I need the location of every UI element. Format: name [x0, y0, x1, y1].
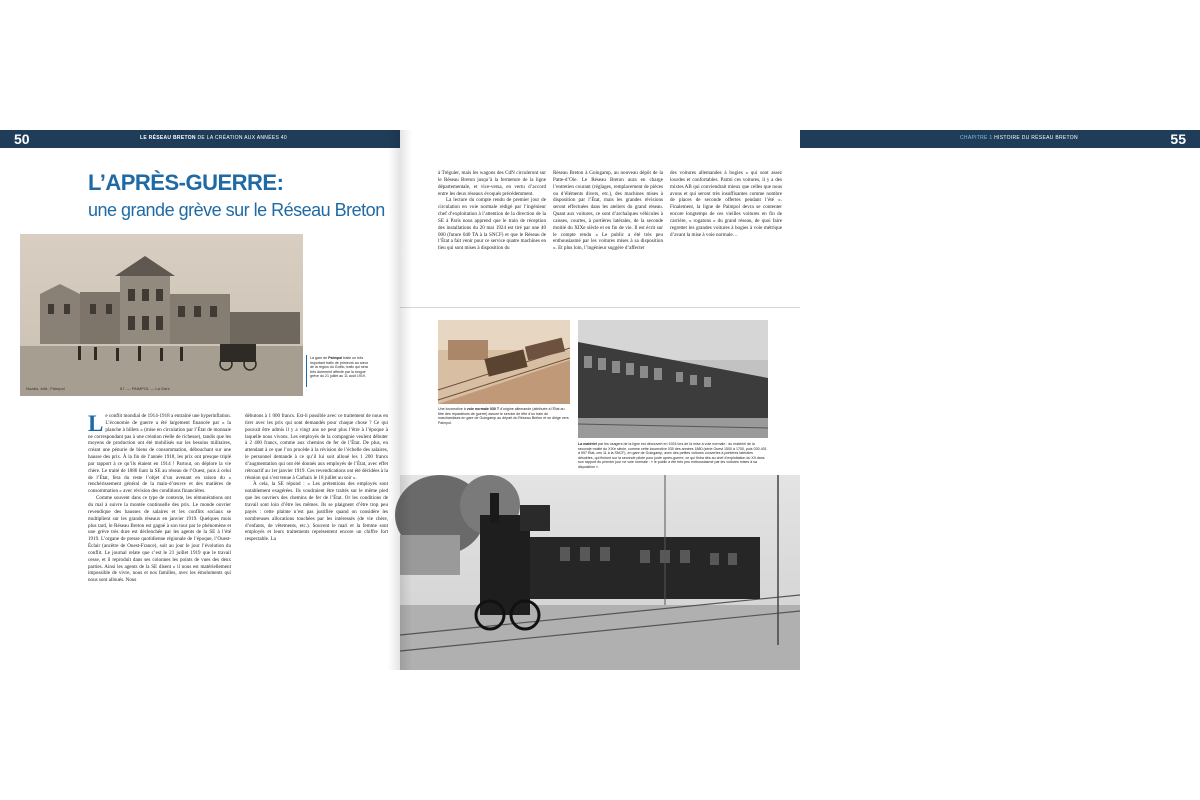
section-divider	[400, 307, 800, 308]
right-page-number: 55	[1170, 131, 1186, 147]
carriages-photo	[578, 320, 768, 438]
caption-bold: La matériel	[578, 442, 597, 446]
caption-accent-line	[306, 355, 307, 387]
left-running-head	[140, 135, 287, 141]
caption-rest: d’origine allemande (attribuée à l’État au titre des réparations de guerre) assure le service de tête d’un train de marchandises en gare de Guingamp au départ du Réseau Breton et se dirige vers Paimpol.	[438, 407, 569, 425]
carriages-caption-box	[578, 442, 768, 472]
running-head-series: LE RÉSEAU BRETON	[140, 135, 196, 141]
paragraph: des voitures allemandes à bogies « qui sont assez lourdes et confortables. Parmi ces voitures, il y a des mixtes AB qui conviendrait mieux que celles que nous avons et qui seront très insuffisantes comme nombre de places de seconde offertes pendant l’été ». Finalement, la ligne de Paimpol devra se contenter encore longtemps de ces vieilles voitures en fin de carrière, « rogatons » du grand réseau, de quoi faire regretter les grandes voitures à bogies à voie métrique d’avant la mise à voie normale…	[670, 170, 782, 238]
left-page	[0, 130, 400, 670]
loco-postcard-photo	[438, 320, 570, 404]
postcard-publisher-text: Nozais, édit., Paimpol	[26, 386, 65, 391]
right-page	[400, 130, 1186, 670]
station-postcard-photo	[20, 234, 303, 396]
paragraph: Comme souvent dans ce type de contexte, les rémunérations ont du mal à suivre la montée continuelle des prix. Le monde ouvrier revendique des hausses de salaires et les conflits sociaux se multiplient sur les grands réseaux en janvier 1919. Quelques mois plus tard, le Réseau Breton est gagné à son tour par le phénomène et une grève très dure est déclenchée par les agents de la SE à l’été 1919. L’organe de presse quotidienne régionale de l’époque, l’Ouest-Éclair (ancêtre de Ouest-France), suit au jour le jour l’évolution du conflit. Le journal relate que c’est le 21 juillet 1919 que le travail cesse, et il reproduit dans ses colonnes les points de vues des deux parties. Ainsi les agents de la SE disent « il nous est matériellement impossible de vivre, nous et nos familles, avec les émoluments qui nous sont alloués. Nous	[88, 495, 231, 584]
carriages-photo-caption	[578, 442, 768, 470]
right-running-head	[960, 135, 1078, 141]
magazine-spread	[0, 130, 1186, 670]
postcard-caption-text: 87. — PAIMPOL — La Gare	[120, 386, 170, 391]
right-header-bar	[800, 130, 1200, 148]
left-text-column-1	[88, 413, 231, 665]
caption-prefix: La gare de	[310, 356, 329, 360]
caption-bold: Paimpol	[328, 356, 343, 360]
running-head-chapter-title: HISTOIRE DU RÉSEAU BRETON	[992, 135, 1078, 141]
paragraph: À cela, la SE répond : « Les prétentions des employés sont notablement exagérées. Ils voudraient être traités sur le même pied que les ouvriers des chemins de fer de l’État. Or les conditions de travail sont loin d’être les mêmes. Ils se plaignent d’être trop peu payés : cette plainte n’est pas justifiée quand on considère les nombreuses allocations touchées par les intéressés (de vie chère, d’enfants, de vêtements, etc.). Souvent le mari et la femme sont employés et leurs traitements représentent encore un chiffre fort respectable. La	[245, 481, 388, 543]
paragraph: débutons à 1 000 francs. Est-il possible avec ce traitement de nous en tirer avec les prix qui sont demandés pour chaque chose ? Ce qui pouvait être admis il y a vingt ans ne peut plus l’être à l’époque à laquelle nous vivons. Les employés de la compagnie veulent débuter à 2 400 francs, comme aux chemins de fer de l’État. De plus, en attendant à ce que l’on procède à la révision de l’échelle des salaires, le personnel demande à ce qu’il lui soit alloué les 1 200 francs d’augmentation qui ont été donnés aux employés de l’État, avec effet rétroactif au 1er janvier 1919. Ces revendications ont été décidées à la réunion qui s’est tenue à Carhaix le 18 juillet au soir ».	[245, 413, 388, 481]
running-head-chapter: CHAPITRE 1	[960, 135, 993, 141]
caption-bold: voie normale 030 T	[466, 407, 500, 411]
loco-postcard-caption	[438, 407, 570, 425]
paragraph: La lecture du compte rendu de premier jour de circulation en voie normale rédigé par l’ingénieur chef d’exploitation à l’attention de la direction de la SE à Paris nous apprend que le train de réception des installations du 20 mai 1924 est tiré par une 40 000 (future 040 TA à la SNCF) et que le Réseau de l’État a fait venir pour ce service quatre machines en lieu qui sont mises à disposition du	[438, 197, 546, 252]
caption-prefix: Une locomotive à	[438, 407, 467, 411]
article-subtitle: une grande grève sur le Réseau Breton	[88, 200, 385, 220]
right-text-column-3	[670, 170, 782, 335]
station-photo-caption	[310, 356, 370, 379]
book-gutter	[388, 130, 412, 670]
left-text-column-2	[245, 413, 388, 665]
drop-cap: L	[88, 411, 104, 436]
left-page-number: 50	[14, 131, 30, 147]
paragraph: à Tréguier, mais les wagons des CdN circuleront sur le Réseau Breton jusqu’à la fermeture de la ligne départementale, et vice-versa, en vertu d’accord entre les deux réseaux évoqués précédemment.	[438, 170, 546, 197]
caption-rest: par les usagers de la ligne est découvert en 1924 lors de la mise à voie normale : du matériel de la seconde moitié du XIXe siècle, comme cette locomotive 030 des années 1880 (série Ouest 1500 à 1700, puis 030-401 à 597 État, ces 11 à la SNCF), en gare de Guingamp, avec des petites voitures couvertes à portières latérales désuètes, qui finiront sur la seconde pilote pour juste après-guerre, ce qui finira dès au chef d’exploitation du XII dans son rapport du premier jour ne voie normale : « le public a été très peu enthousiasmé par les voitures mises à sa disposition ».	[578, 442, 767, 469]
caption-rest: traite un très important trafic de primeurs au cœur de la région du Goëlo, trafic qui sera très durement affecté par la longue grève du 21 juillet au 11 août 1919.	[310, 356, 369, 379]
running-head-subtitle: DE LA CRÉATION AUX ANNÉES 40	[195, 135, 287, 141]
right-text-column-1	[438, 170, 546, 335]
paragraph: Réseau Breton à Guingamp, au nouveau dépôt de la Patte-d’Oie. Le Réseau Breton aura en charge l’entretien courant (réglages, remplacement de pièces ou d’éléments divers, etc.), des machines mises à disposition par l’État, mais les grandes révisions seront effectuées dans les ateliers du grand réseau. Quant aux voitures, ce sont d’archaïques véhicules à caisses, courtes, à portières latérales, de la seconde moitié du XIXe siècle et en fin de vie. Il est écrit sur le compte rendu « Le public a été très peu enthousiasmé par les voitures mises à sa disposition ». Et plus loin, l’ingénieur suggère d’affecter	[553, 170, 663, 252]
steam-train-photo	[400, 475, 800, 670]
paragraph	[88, 413, 231, 495]
article-title: L’APRÈS-GUERRE:	[88, 170, 284, 195]
paragraph-text: e conflit mondial de 1914-1918 a entraîné une hyperinflation. L’économie de guerre a été largement financée par « la planche à billets » (mise en circulation par l’État de monnaie ne correspondant pas à une création réelle de richesse), tandis que les moyens de production ont été mobilisés sur les besoins militaires, créant une pénurie de biens de consommation, débouchant sur une hausse des prix. À la fin de l’année 1918, les prix ont presque triplé par rapport à ce qu’ils étaient en 1914 ! Partout, on déplore la vie chère. Le traité de 1886 liant la SE au réseau de l’Ouest, puis à celui de l’État, fera du reste l’objet d’un avenant en raison du « renchérissement général de la main-d’œuvre et des matières de consommation » avec révision des conditions financières.	[88, 413, 231, 495]
left-header-bar	[0, 130, 400, 148]
right-text-column-2	[553, 170, 663, 335]
